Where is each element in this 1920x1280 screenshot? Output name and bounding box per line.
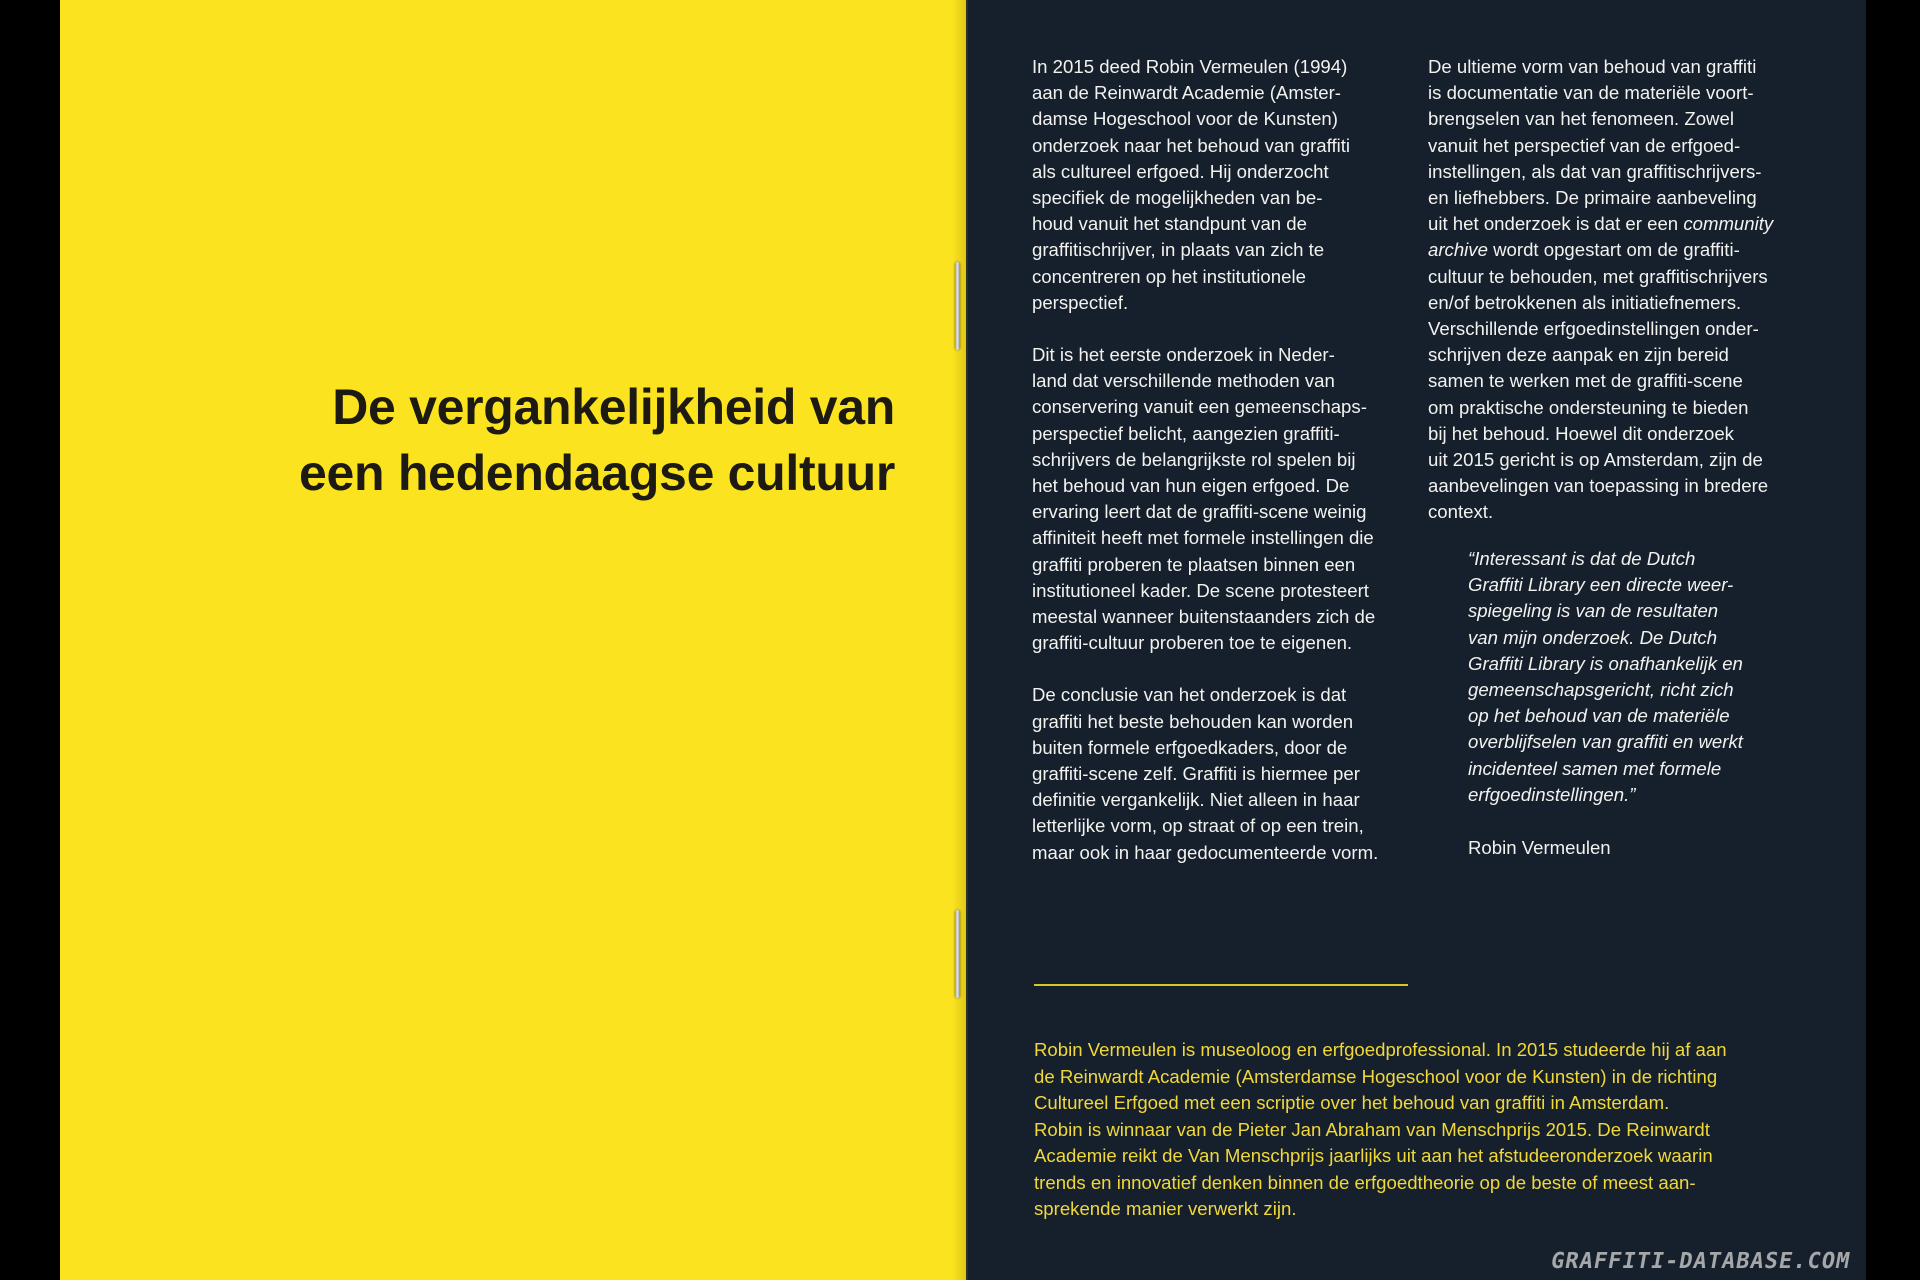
text-line: graffiti-scene zelf. Graffiti is hiermee per	[1032, 763, 1360, 785]
text-line: ervaring leert dat de graffiti-scene weinig	[1032, 501, 1367, 523]
bio-line: trends en innovatief denken binnen de erfgoedtheorie op de beste of meest aan-	[1034, 1171, 1696, 1193]
text-line: institutioneel kader. De scene protesteert	[1032, 579, 1369, 601]
watermark-text: GRAFFITI-DATABASE.COM	[1548, 1249, 1853, 1274]
author-bio	[1034, 1037, 1834, 1223]
text-line: schrijvers de belangrijkste rol spelen bij	[1032, 448, 1356, 470]
left-page	[60, 0, 966, 1280]
text-line	[1428, 211, 1838, 237]
text-line: In 2015 deed Robin Vermeulen (1994)	[1032, 56, 1348, 77]
text-line: meestal wanneer buitenstaanders zich de	[1032, 606, 1376, 628]
text-line	[1428, 237, 1838, 263]
text-line: uit 2015 gericht is op Amsterdam, zijn de	[1428, 449, 1763, 471]
text-line: schrijven deze aanpak en zijn bereid	[1428, 344, 1729, 366]
text-line: graffitischrijver, in plaats van zich te	[1032, 239, 1325, 261]
quote-line: spiegeling is van de resultaten	[1468, 600, 1719, 622]
paragraph-gap	[1032, 316, 1424, 342]
text-line: buiten formele erfgoedkaders, door de	[1032, 736, 1348, 758]
headline-line: De vergankelijkheid van	[332, 379, 895, 435]
text-line: aan de Reinwardt Academie (Amster-	[1032, 82, 1342, 104]
text-line: is documentatie van de materiële voort-	[1428, 82, 1754, 104]
staple-bottom	[955, 910, 960, 998]
pull-quote	[1468, 546, 1828, 808]
bio-line: de Reinwardt Academie (Amsterdamse Hogeschool voor de Kunsten) in de richting	[1034, 1065, 1718, 1087]
text-line: graffiti het beste behouden kan worden	[1032, 710, 1354, 732]
text-line: definitie vergankelijk. Niet alleen in haar	[1032, 789, 1360, 811]
text-line: graffiti proberen te plaatsen binnen een	[1032, 553, 1356, 575]
text-line: onderzoek naar het behoud van graffiti	[1032, 134, 1351, 156]
text-line: houd vanuit het standpunt van de	[1032, 213, 1307, 235]
text-line: instellingen, als dat van graffitischrijvers-	[1428, 160, 1762, 182]
text-line: conservering vanuit een gemeenschaps-	[1032, 396, 1367, 418]
italic-term: archive	[1428, 239, 1488, 261]
quote-line: erfgoedinstellingen.”	[1468, 783, 1636, 805]
text-line: concentreren op het institutionele	[1032, 265, 1306, 287]
text-line: specifiek de mogelijkheden van be-	[1032, 187, 1323, 209]
text-line: cultuur te behouden, met graffitischrijvers	[1428, 265, 1768, 287]
text-line: perspectief belicht, aangezien graffiti-	[1032, 422, 1340, 444]
text-line: Dit is het eerste onderzoek in Neder-	[1032, 344, 1335, 366]
text-line: om praktische ondersteuning te bieden	[1428, 396, 1749, 418]
paragraph-gap	[1032, 656, 1424, 682]
text-line: en liefhebbers. De primaire aanbeveling	[1428, 187, 1757, 209]
article-headline	[215, 374, 895, 506]
quote-line: “Interessant is dat de Dutch	[1468, 548, 1696, 569]
text-line: het behoud van hun eigen erfgoed. De	[1032, 475, 1350, 497]
text-line: land dat verschillende methoden van	[1032, 370, 1335, 392]
text-column-right	[1428, 54, 1838, 526]
text-line: aanbevelingen van toepassing in bredere	[1428, 475, 1769, 497]
section-divider	[1034, 984, 1408, 986]
quote-line: op het behoud van de materiële	[1468, 705, 1730, 727]
quote-line: overblijfselen van graffiti en werkt	[1468, 731, 1743, 753]
bio-line: Cultureel Erfgoed met een scriptie over het behoud van graffiti in Amsterdam.	[1034, 1092, 1670, 1113]
quote-line: Graffiti Library is onafhankelijk en	[1468, 652, 1743, 674]
text-line: De conclusie van het onderzoek is dat	[1032, 684, 1347, 706]
text-line: en/of betrokkenen als initiatiefnemers.	[1428, 291, 1742, 313]
quote-line: Graffiti Library een directe weer-	[1468, 574, 1734, 596]
text-line: bij het behoud. Hoewel dit onderzoek	[1428, 422, 1734, 444]
text-line: letterlijke vorm, op straat of op een trein,	[1032, 815, 1364, 837]
text-line: graffiti-cultuur proberen toe te eigenen.	[1032, 632, 1353, 654]
text-line: De ultieme vorm van behoud van graffiti	[1428, 56, 1757, 77]
text-line: als cultureel erfgoed. Hij onderzocht	[1032, 160, 1329, 182]
paragraph	[1032, 342, 1424, 656]
text-line: context.	[1428, 501, 1494, 523]
text-fragment: wordt opgestart om de graffiti-	[1487, 239, 1740, 261]
headline-line: een hedendaagse cultuur	[298, 445, 895, 501]
paragraph	[1032, 54, 1424, 316]
text-line: Verschillende erfgoedinstellingen onder-	[1428, 318, 1759, 340]
text-line: vanuit het perspectief van de erfgoed-	[1428, 134, 1741, 156]
text-line: perspectief.	[1032, 291, 1129, 313]
bio-line: Robin is winnaar van de Pieter Jan Abraham van Menschprijs 2015. De Reinwardt	[1034, 1118, 1710, 1140]
text-column-left	[1032, 54, 1424, 866]
bio-line: Robin Vermeulen is museoloog en erfgoedprofessional. In 2015 studeerde hij af aan	[1034, 1039, 1727, 1060]
paragraph	[1428, 54, 1838, 526]
text-line: brengselen van het fenomeen. Zowel	[1428, 108, 1734, 130]
text-line: maar ook in haar gedocumenteerde vorm.	[1032, 841, 1379, 863]
quote-line: van mijn onderzoek. De Dutch	[1468, 626, 1718, 648]
staple-top	[955, 262, 960, 350]
italic-term: community	[1683, 213, 1774, 235]
paragraph	[1032, 682, 1424, 865]
text-line: damse Hogeschool voor de Kunsten)	[1032, 108, 1338, 130]
text-fragment: uit het onderzoek is dat er een	[1428, 213, 1684, 235]
quote-author: Robin Vermeulen	[1468, 837, 1611, 858]
quote-line: incidenteel samen met formele	[1468, 757, 1722, 779]
bio-line: sprekende manier verwerkt zijn.	[1034, 1198, 1297, 1219]
page-spine	[952, 0, 968, 1280]
bio-line: Academie reikt de Van Menschprijs jaarlijks uit aan het afstudeeronderzoek waarin	[1034, 1145, 1713, 1166]
quote-line: gemeenschapsgericht, richt zich	[1468, 679, 1734, 701]
text-line: affiniteit heeft met formele instellingen die	[1032, 527, 1374, 549]
text-line: samen te werken met de graffiti-scene	[1428, 370, 1743, 392]
